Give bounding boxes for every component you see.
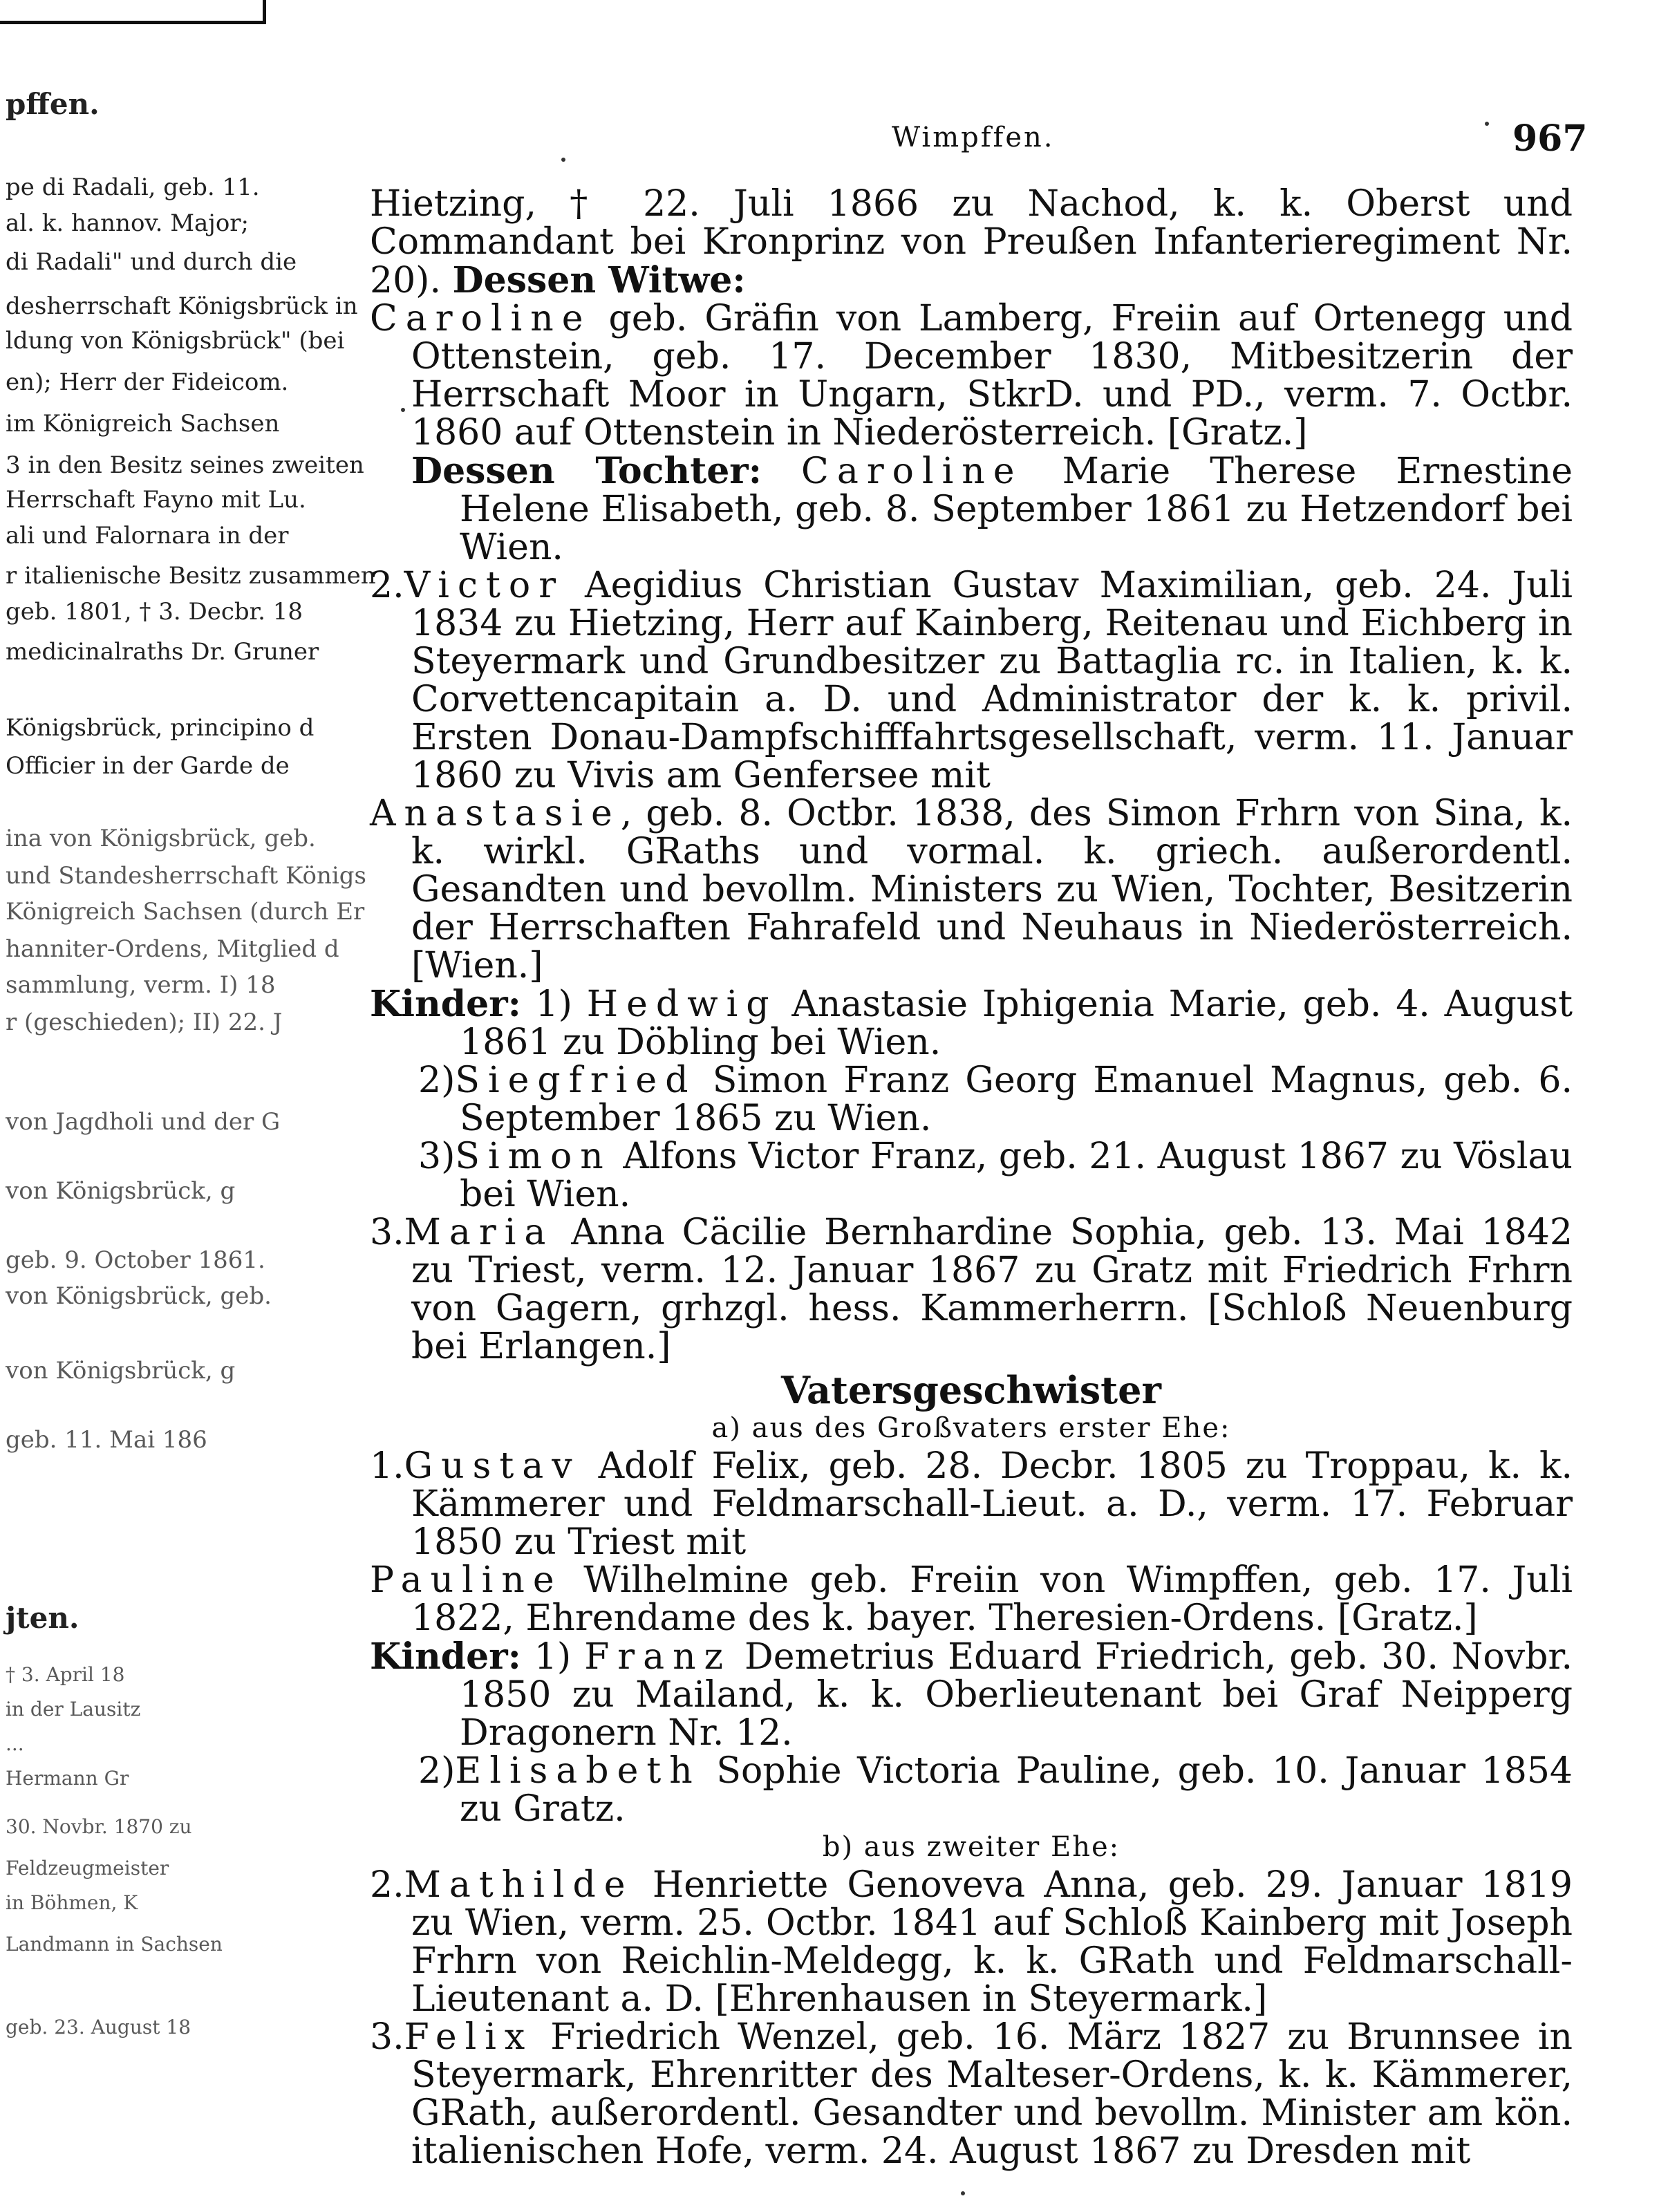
left-text-line: von Jagdholi und der G xyxy=(6,1108,281,1136)
left-text-line: und Standesherrschaft Königs xyxy=(6,862,367,890)
left-text-line: Landmann in Sachsen xyxy=(6,1933,223,1956)
entry-number: 2. xyxy=(370,565,404,606)
entry-victor: 2.Victor Aegidius Christian Gustav Maximilian, geb. 24. Juli 1834 zu Hietzing, Herr auf Kainberg, Reitenau und Eichberg in Steyermark und Grundbesitzer zu Battaglia rc. in Italien, k. k. Corvettencapitain a. D. und Administrator der k. k. privil. Ersten Donau-Dampfschifffahrtsgesellschaft, verm. 11. Januar 1860 zu Vivis am Genfersee mit xyxy=(370,565,1573,796)
left-text-line: en); Herr der Fideicom. xyxy=(6,368,289,396)
left-text-line: im Königreich Sachsen xyxy=(6,410,280,438)
left-text-line: in der Lausitz xyxy=(6,1698,141,1721)
spaced-name: Hedwig xyxy=(586,984,778,1025)
left-text-line: r italienische Besitz zusammen xyxy=(6,562,376,590)
spaced-name: Caroline xyxy=(370,298,592,339)
running-title: Wimpffen. xyxy=(892,122,1055,153)
subsection-heading-a: a) aus des Großvaters erster Ehe: xyxy=(711,1412,1231,1444)
entry-pauline: Pauline Wilhelmine geb. Freiin von Wimpffen, geb. 17. Juli 1822, Ehrendame des k. bayer. Theresien-Ordens. [Gratz.] xyxy=(370,1559,1573,1639)
left-text-line: r (geschieden); II) 22. J xyxy=(6,1009,283,1036)
section-heading: Vatersgeschwister xyxy=(781,1368,1161,1412)
daughter-label: Dessen Tochter: xyxy=(411,450,762,492)
entry-gustav: 1.Gustav Adolf Felix, geb. 28. Decbr. 1805 zu Troppau, k. k. Kämmerer und Feldmarschall-Lieut. a. D., verm. 17. Februar 1850 zu Triest mit xyxy=(370,1445,1573,1563)
left-text-line: desherrschaft Königsbrück in xyxy=(6,292,358,320)
left-section-title: jten. xyxy=(6,1601,79,1635)
entry-maria: 3.Maria Anna Cäcilie Bernhardine Sophia, geb. 13. Mai 1842 zu Triest, verm. 12. Januar 1867 zu Gratz mit Friedrich Frhrn von Gagern, grhzgl. hess. Kammerherrn. [Schloß Neuenburg bei Erlangen.] xyxy=(370,1212,1573,1367)
entry-anastasie: Anastasie, geb. 8. Octbr. 1838, des Simon Frhrn von Sina, k. k. wirkl. GRaths und vormal. k. griech. außerordentl. Gesandten und bevollm. Ministers zu Wien, Tochter, Besitzerin der Herrschaften Fahrafeld und Neuhaus in Niederösterreich. [Wien.] xyxy=(370,793,1573,986)
left-text-line: ... xyxy=(6,1732,24,1755)
spaced-name: Caroline xyxy=(801,451,1023,492)
left-facing-page xyxy=(0,0,376,2212)
left-text-line: hanniter-Ordens, Mitglied d xyxy=(6,935,339,963)
left-text-line: al. k. hannov. Major; xyxy=(6,209,250,237)
entry-mathilde: 2.Mathilde Henriette Genoveva Anna, geb. 29. Januar 1819 zu Wien, verm. 25. Octbr. 1841 auf Schloß Kainberg mit Joseph Frhrn von Reichlin-Meldegg, k. k. GRath und Feldmarschall-Lieutenant a. D. [Ehrenhausen in Steyermark.] xyxy=(370,1864,1573,2020)
left-text-line: ldung von Königsbrück" (bei xyxy=(6,327,345,355)
left-running-title: pffen. xyxy=(6,87,100,121)
left-text-line: geb. 23. August 18 xyxy=(6,2016,191,2038)
child-entry: 3)Simon Alfons Victor Franz, geb. 21. August 1867 zu Vöslau bei Wien. xyxy=(418,1136,1573,1215)
entry-number: 2. xyxy=(370,1864,404,1906)
left-text-line: Feldzeugmeister xyxy=(6,1857,169,1880)
scan-speck xyxy=(401,408,405,412)
widow-label: Dessen Witwe: xyxy=(452,259,746,301)
left-text-line: Herrschaft Fayno mit Lu. xyxy=(6,486,306,514)
children-list-2: Kinder: 1) Franz Demetrius Eduard Friedrich, geb. 30. Novbr. 1850 zu Mailand, k. k. Oberlieutenant bei Graf Neipperg Dragonern Nr. 12. xyxy=(370,1635,1573,1754)
left-text-line: geb. 11. Mai 186 xyxy=(6,1426,207,1454)
left-text-line: pe di Radali, geb. 11. xyxy=(6,174,260,201)
entry-daughter: Dessen Tochter: Caroline Marie Therese Ernestine Helene Elisabeth, geb. 8. September 1861 zu Hetzendorf bei Wien. xyxy=(411,450,1573,568)
left-text-line: medicinalraths Dr. Gruner xyxy=(6,638,319,666)
left-text-line: 30. Novbr. 1870 zu xyxy=(6,1815,192,1838)
child-entry: 2)Siegfried Simon Franz Georg Emanuel Magnus, geb. 6. September 1865 zu Wien. xyxy=(418,1060,1573,1139)
spaced-name: Gustav xyxy=(404,1445,581,1487)
left-text-line: sammlung, verm. I) 18 xyxy=(6,971,276,999)
spaced-name: Maria xyxy=(404,1212,554,1253)
entry-number: 1. xyxy=(370,1445,404,1487)
spaced-name: Felix xyxy=(404,2016,534,2058)
entry-number: 3. xyxy=(370,2016,404,2058)
spaced-name: Elisabeth xyxy=(455,1750,701,1792)
left-text-line: von Königsbrück, g xyxy=(6,1357,236,1385)
scan-speck xyxy=(961,2191,965,2195)
children-label: Kinder: xyxy=(370,983,521,1025)
left-text-line: geb. 1801, † 3. Decbr. 18 xyxy=(6,598,303,626)
spaced-name: Anastasie xyxy=(370,793,621,834)
scan-speck xyxy=(561,158,565,162)
left-text-line: di Radali" und durch die xyxy=(6,248,297,276)
left-text-line: von Königsbrück, geb. xyxy=(6,1282,272,1310)
left-frame-border xyxy=(0,0,266,24)
left-text-line: Officier in der Garde de xyxy=(6,752,290,780)
left-text-line: ina von Königsbrück, geb. xyxy=(6,825,316,852)
entry-number: 3. xyxy=(370,1212,404,1253)
left-text-line: von Königsbrück, g xyxy=(6,1177,236,1205)
page-body xyxy=(370,185,1573,2171)
page-number: 967 xyxy=(1512,118,1588,160)
left-text-line: ali und Falornara in der xyxy=(6,522,289,550)
spaced-name: Pauline xyxy=(370,1559,563,1601)
spaced-name: Victor xyxy=(404,565,565,606)
left-text-line: † 3. April 18 xyxy=(6,1663,125,1686)
children-list-1: Kinder: 1) Hedwig Anastasie Iphigenia Marie, geb. 4. August 1861 zu Döbling bei Wien. xyxy=(370,983,1573,1063)
left-text-line: Hermann Gr xyxy=(6,1767,129,1790)
paragraph-continuation: Hietzing, † 22. Juli 1866 zu Nachod, k. k. Oberst und Commandant bei Kronprinz von Preußen Infanterieregiment Nr. 20). Dessen Witwe: xyxy=(370,183,1573,301)
subsection-heading-b: b) aus zweiter Ehe: xyxy=(822,1831,1121,1863)
child-entry: 2)Elisabeth Sophie Victoria Pauline, geb. 10. Januar 1854 zu Gratz. xyxy=(418,1750,1573,1830)
left-text-line: in Böhmen, K xyxy=(6,1891,138,1914)
left-text-line: geb. 9. October 1861. xyxy=(6,1246,265,1274)
spaced-name: Simon xyxy=(455,1136,612,1177)
spaced-name: Mathilde xyxy=(404,1864,634,1906)
scan-speck xyxy=(1485,122,1489,126)
left-text-line: Königreich Sachsen (durch Er xyxy=(6,898,365,926)
spaced-name: Siegfried xyxy=(455,1060,697,1101)
entry-felix: 3.Felix Friedrich Wenzel, geb. 16. März 1827 zu Brunnsee in Steyermark, Ehrenritter des Malteser-Ordens, k. k. Kämmerer, GRath, außerordentl. Gesandter und bevollm. Minister am kön. italienischen Hofe, verm. 24. August 1867 zu Dresden mit xyxy=(370,2016,1573,2172)
entry-caroline: Caroline geb. Gräfin von Lamberg, Freiin auf Ortenegg und Ottenstein, geb. 17. December 1830, Mitbesitzerin der Herrschaft Moor in Ungarn, StkrD. und PD., verm. 7. Octbr. 1860 auf Ottenstein in Niederösterreich. [Gratz.] xyxy=(370,298,1573,453)
children-label: Kinder: xyxy=(370,1635,521,1678)
left-text-line: 3 in den Besitz seines zweiten xyxy=(6,451,364,479)
spaced-name: Franz xyxy=(584,1636,732,1678)
left-text-line: Königsbrück, principino d xyxy=(6,714,315,742)
